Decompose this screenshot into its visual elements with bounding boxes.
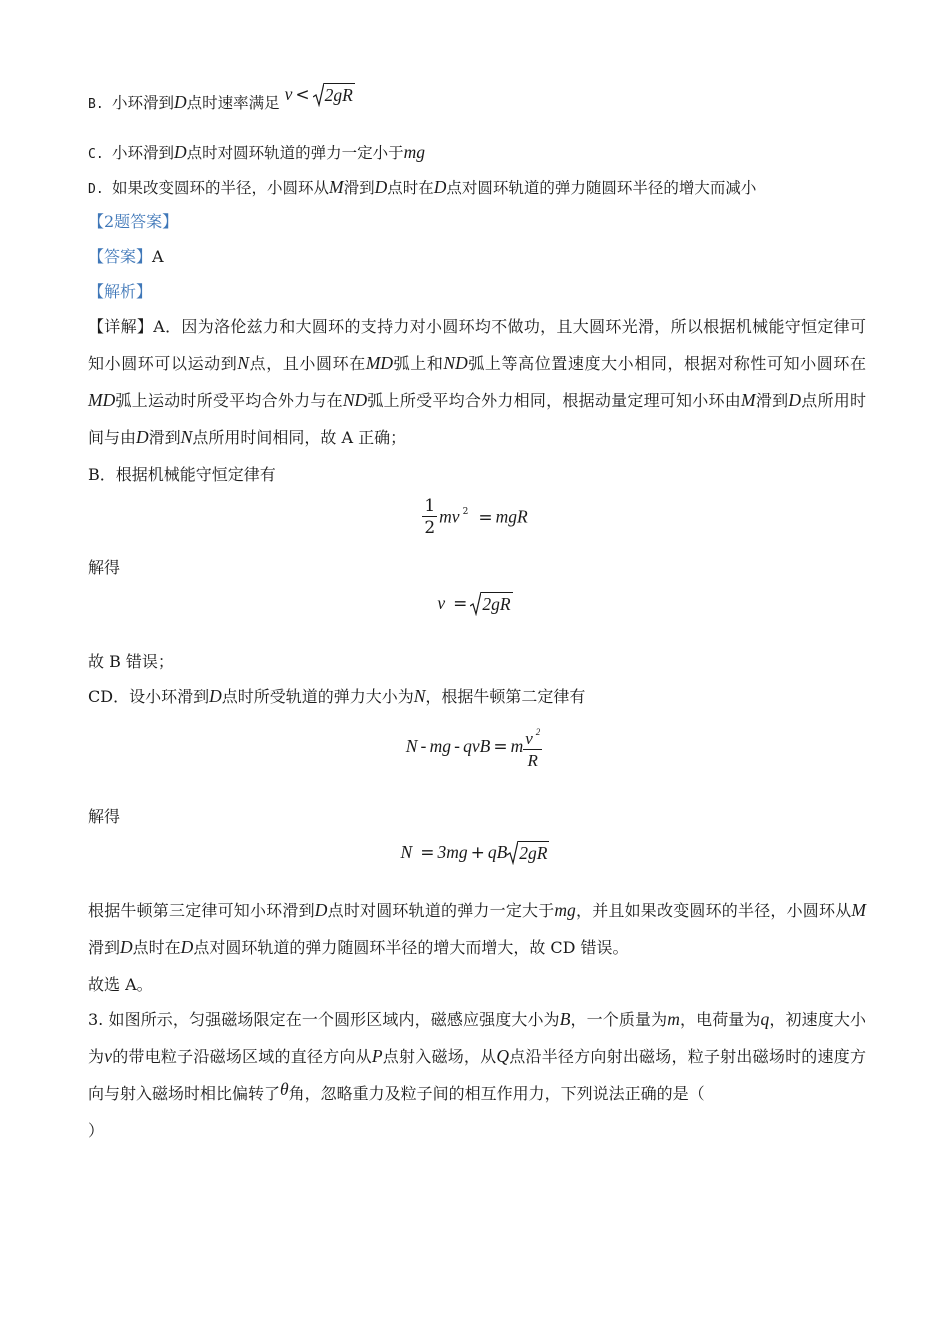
final-choice: 故选 A。	[88, 975, 153, 994]
math-var: v	[525, 729, 533, 748]
equation-velocity	[0, 592, 950, 616]
fraction-denominator: R	[523, 749, 542, 772]
text-run: 弧上运动时所受平均合外力与在	[115, 391, 343, 410]
question-3-stem	[88, 1001, 866, 1149]
math-term: mv	[439, 506, 460, 527]
math-var: D	[180, 937, 194, 957]
radicand: 2gR	[324, 85, 353, 105]
math-var: D	[374, 177, 388, 197]
text-run: 滑到	[88, 938, 121, 957]
part-cd-intro	[88, 678, 866, 715]
math-operator: =	[478, 507, 493, 528]
option-text: 滑到	[343, 179, 375, 197]
math-operator: -	[420, 737, 427, 757]
fraction	[523, 722, 542, 772]
option-d	[88, 175, 756, 202]
math-var: D	[120, 937, 133, 957]
math-var: ND	[443, 353, 468, 373]
math-var: N	[400, 842, 413, 862]
radical-sign-icon	[470, 592, 481, 616]
sqrt-expression	[313, 83, 355, 107]
section-label: 【详解】	[88, 317, 154, 336]
fraction-numerator	[523, 722, 542, 749]
text-run: 弧上所受平均合外力相同，根据动量定理可知小环由	[367, 391, 742, 410]
part-b-conclusion: 故 B 错误；	[88, 652, 174, 671]
math-operator: -	[453, 737, 461, 757]
math-var: D	[788, 390, 801, 410]
text-run: 滑到	[755, 391, 789, 410]
text-run: ）	[88, 1121, 105, 1140]
math-var: v	[104, 1046, 113, 1066]
part-b-intro: B．根据机械能守恒定律有	[88, 465, 276, 484]
section-label: 【解析】	[88, 282, 153, 301]
text-run: 点时所受轨道的弹力大小为	[221, 687, 414, 706]
text-run: 点，且小圆环在	[249, 354, 366, 373]
math-var: N	[405, 736, 418, 756]
math-operator: <	[295, 85, 310, 105]
option-letter: D.	[88, 182, 104, 197]
math-var: m	[667, 1009, 680, 1029]
exponent: 2	[535, 727, 541, 737]
text-run: 角，忽略重力及粒子间的相互作用力，下列说法正确的是（	[288, 1084, 705, 1103]
math-var: M	[329, 177, 344, 197]
option-text: 点时对圆环轨道的弹力一定小于	[186, 144, 404, 162]
math-var: Q	[496, 1046, 510, 1066]
detail-paragraph	[88, 308, 866, 456]
equation-normal-force	[0, 841, 950, 865]
text-run: 根据牛顿第三定律可知小环滑到	[88, 901, 315, 920]
fraction	[422, 496, 437, 539]
section-label: 【2题答案】	[88, 212, 179, 231]
text-run: ，初速度大小为	[88, 1010, 866, 1066]
text-run: 点时在	[132, 938, 181, 957]
radicand: 2gR	[482, 594, 511, 614]
cd-conclusion-paragraph	[88, 892, 866, 966]
exponent: 2	[462, 506, 469, 517]
solve-label: 解得	[88, 807, 121, 826]
option-text: 点时在	[387, 179, 434, 197]
math-var: D	[136, 427, 149, 447]
sqrt-expression	[507, 841, 549, 865]
fraction-numerator: 1	[424, 496, 436, 516]
math-operator: =	[453, 594, 468, 614]
answer-line	[88, 238, 866, 275]
option-letter: B.	[88, 97, 104, 112]
math-var: N	[413, 686, 426, 706]
math-var: N	[180, 427, 193, 447]
math-operator: +	[470, 843, 485, 863]
option-text: 小环滑到	[112, 94, 175, 112]
math-var: mg	[554, 900, 576, 920]
math-var: q	[760, 1009, 770, 1029]
option-letter: C.	[88, 147, 104, 162]
math-var: MD	[88, 390, 116, 410]
option-text: 如果改变圆环的半径，小圆环从	[112, 179, 330, 197]
math-var: D	[174, 92, 187, 112]
analysis-heading	[88, 273, 866, 310]
equation-energy-conservation	[0, 496, 950, 539]
text-run: 点沿半径方向射出磁场，粒子射出磁场时的速度方向与射入磁场时相比偏转了	[88, 1047, 866, 1103]
math-var: P	[371, 1046, 383, 1066]
math-var: v	[437, 593, 446, 613]
text-run: 弧上和	[393, 354, 444, 373]
radical-sign-icon	[313, 83, 324, 107]
math-var: MD	[365, 353, 394, 373]
math-term: mgR	[495, 506, 528, 527]
math-var: ND	[342, 390, 368, 410]
math-operator: =	[493, 737, 508, 757]
text-run: CD．设小环滑到	[88, 687, 210, 706]
math-var: θ	[280, 1079, 289, 1099]
math-var: v	[284, 84, 293, 104]
text-run: 滑到	[148, 428, 181, 447]
text-run: ，电荷量为	[679, 1010, 761, 1029]
text-run: 点射入磁场，从	[382, 1047, 497, 1066]
math-var: M	[851, 900, 866, 920]
option-text: 点对圆环轨道的弹力随圆环半径的增大而减小	[446, 179, 757, 197]
section-label: 【答案】	[88, 247, 153, 266]
text-run: ，一个质量为	[570, 1010, 668, 1029]
math-var: mg	[403, 142, 426, 162]
math-term: qB	[487, 842, 508, 862]
math-var: m	[510, 736, 524, 756]
math-term: qvB	[463, 736, 491, 756]
radical-sign-icon	[507, 841, 518, 865]
fraction-denominator: 2	[424, 518, 436, 538]
text-run: ，并且如果改变圆环的半径，小圆环从	[575, 901, 852, 920]
radicand: 2gR	[519, 843, 548, 863]
math-term: mg	[429, 736, 451, 756]
equation-newton-second-law	[0, 722, 950, 772]
math-var: M	[741, 390, 756, 410]
text-run: 点时对圆环轨道的弹力一定大于	[327, 901, 555, 920]
option-text: 小环滑到	[112, 144, 175, 162]
text-run: 的带电粒子沿磁场区域的直径方向从	[112, 1047, 372, 1066]
text-run: A．因为洛伦兹力和大圆环的支持力对小圆环均不做功，且大圆环光滑，所以根据机械能守恒定律可知小圆环可以运动到	[88, 317, 866, 373]
text-run: 点所用时间相同，故 A 正确；	[192, 428, 407, 447]
answer-value: A	[152, 247, 164, 266]
math-var: D	[174, 142, 187, 162]
math-operator: =	[420, 843, 435, 863]
text-run: ，根据牛顿第二定律有	[425, 687, 586, 706]
inline-formula	[285, 84, 355, 105]
sqrt-expression	[470, 592, 512, 616]
math-var: B	[559, 1009, 571, 1029]
math-var: D	[314, 900, 328, 920]
question-2-answer-heading	[88, 203, 866, 240]
text-run: 点所用时间与由	[88, 391, 866, 447]
option-c	[88, 140, 425, 167]
math-var: N	[237, 353, 250, 373]
math-var: D	[209, 686, 222, 706]
math-var: D	[433, 177, 447, 197]
option-text: 点时速率满足	[186, 94, 280, 112]
text-run: 3. 如图所示，匀强磁场限定在一个圆形区域内，磁感应强度大小为	[88, 1010, 560, 1029]
text-run: 弧上等高位置速度大小相同，根据对称性可知小圆环在	[467, 354, 866, 373]
math-term: 3mg	[437, 842, 468, 862]
option-b	[88, 84, 355, 117]
text-run: 点对圆环轨道的弹力随圆环半径的增大而增大，故 CD 错误。	[193, 938, 629, 957]
solve-label: 解得	[88, 558, 121, 577]
